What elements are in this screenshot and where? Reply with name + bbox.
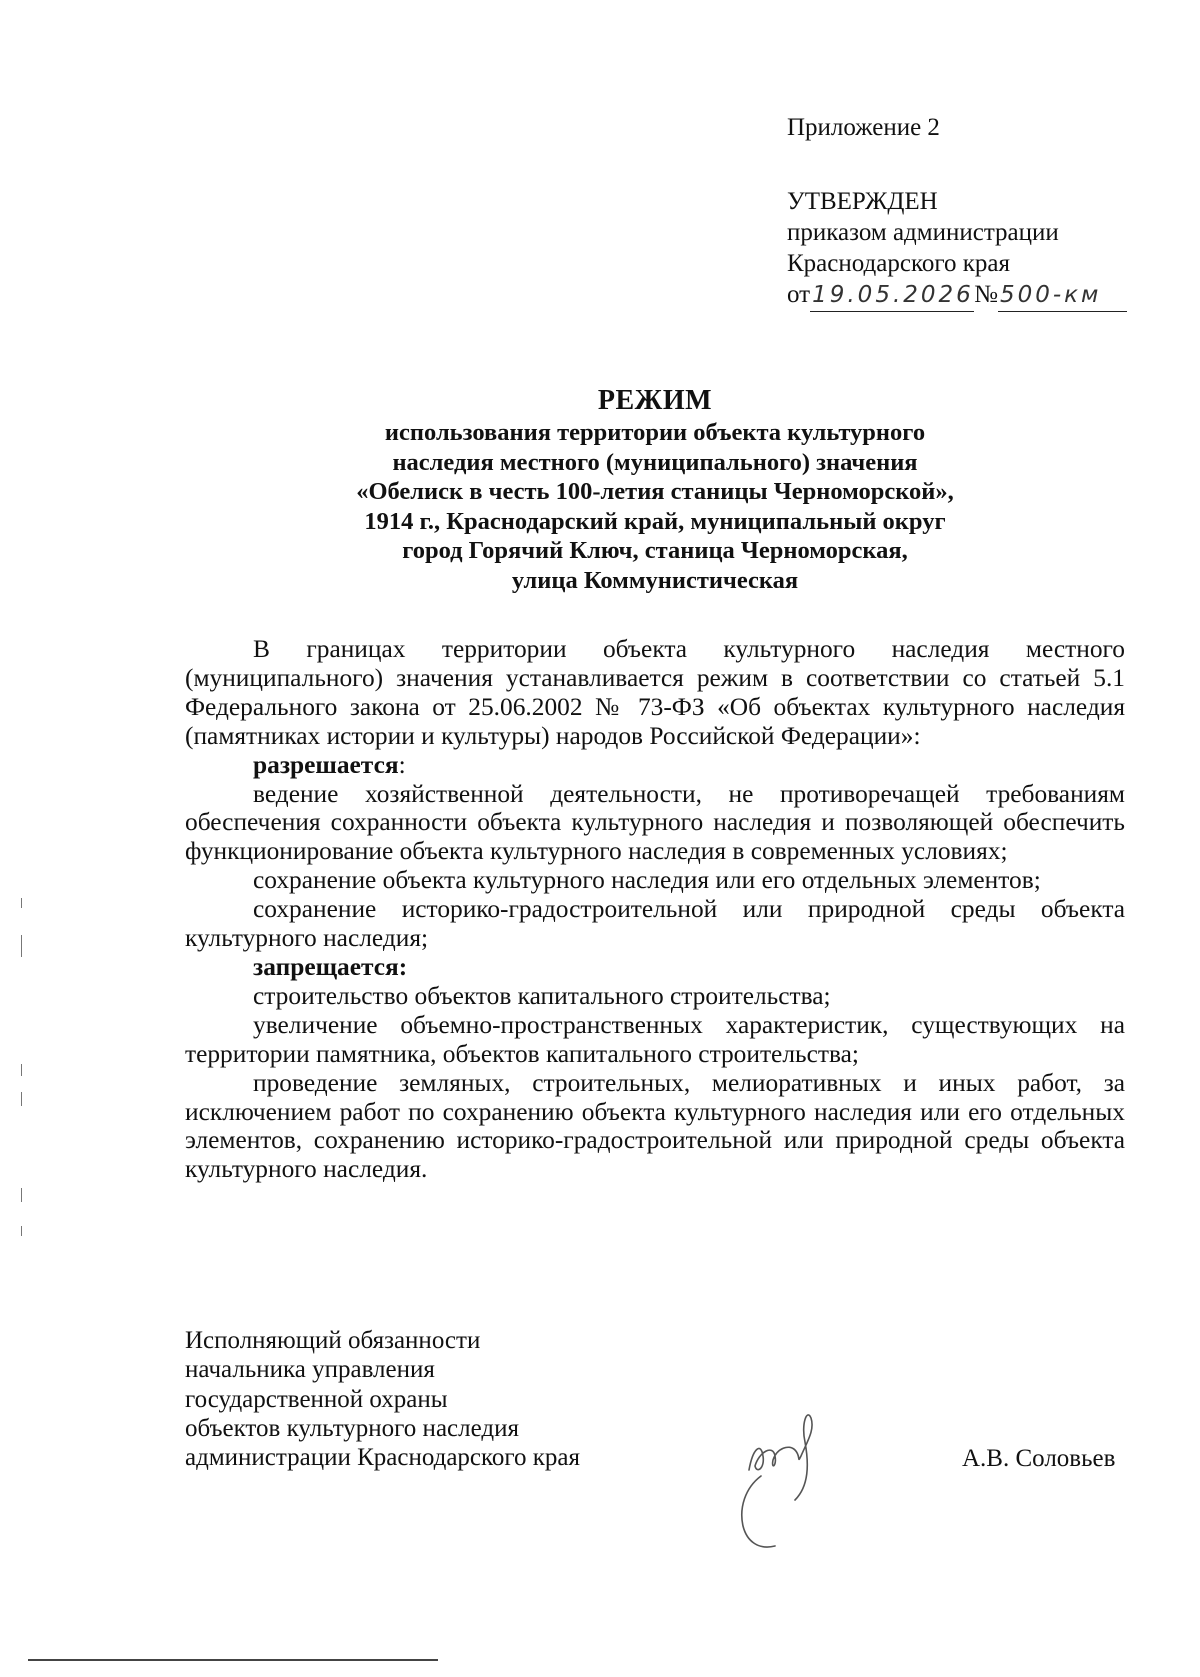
signatory-position-line: начальника управления xyxy=(185,1356,435,1384)
prohibited-label: запрещается: xyxy=(253,952,408,981)
order-number-handwritten: 500-км xyxy=(998,280,1127,312)
prohibited-item: проведение земляных, строительных, мелиоративных и иных работ, за исключением работ по сохранению объекта культурного наследия или его отдельных элементов, сохранению историко-градостроительной или природной среды объекта культурного наследия. xyxy=(185,1068,1125,1184)
margin-mark xyxy=(21,1226,22,1236)
signatory-position xyxy=(185,1326,580,1472)
allowed-item: сохранение объекта культурного наследия или его отдельных элементов; xyxy=(253,866,1041,895)
title-line-3: «Обелиск в честь 100-летия станицы Черноморской», xyxy=(356,478,954,505)
allowed-label: разрешается xyxy=(253,750,399,779)
approved-label: УТВЕРЖДЕН xyxy=(787,188,938,215)
document-title: РЕЖИМ xyxy=(597,385,713,416)
title-line-6: улица Коммунистическая xyxy=(511,566,799,594)
order-number-sign: № xyxy=(974,281,998,308)
title-line-5: город Горячий Ключ, станица Черноморская, xyxy=(402,537,908,564)
margin-mark xyxy=(21,1188,22,1202)
approval-block xyxy=(787,112,1127,312)
appendix-number: Приложение 2 xyxy=(787,114,940,141)
allowed-item: ведение хозяйственной деятельности, не противоречащей требованиям обеспечения сохранности объекта культурного наследия и позволяющей обеспечить функционирование объекта культурного наследия в современных условиях; xyxy=(185,779,1125,866)
prohibited-item: строительство объектов капитального строительства; xyxy=(253,981,831,1010)
scan-edge-line xyxy=(28,1659,438,1661)
order-date-handwritten: 19.05.2026 xyxy=(810,280,974,312)
prohibited-item: увеличение объемно-пространственных характеристик, существующих на территории памятника, объектов капитального строительства; xyxy=(185,1010,1125,1068)
document-body xyxy=(185,635,1125,1184)
signatory-position-line: государственной охраны xyxy=(185,1385,448,1413)
margin-mark xyxy=(21,1092,22,1106)
margin-mark xyxy=(21,898,22,908)
document-title-block xyxy=(185,384,1125,595)
allowed-heading xyxy=(185,751,1125,780)
order-date-number-line xyxy=(787,279,1127,312)
title-line-1: использования территории объекта культурного xyxy=(384,419,926,446)
allowed-colon: : xyxy=(398,750,406,779)
title-line-4: 1914 г., Краснодарский край, муниципальный округ xyxy=(364,507,946,535)
handwritten-signature xyxy=(735,1408,845,1558)
title-line-2: наследия местного (муниципального) значения xyxy=(392,448,918,476)
approved-by-region: Краснодарского края xyxy=(787,250,1010,277)
signatory-name: А.В. Соловьев xyxy=(962,1445,1116,1472)
signatory-position-line: администрации Краснодарского края xyxy=(185,1444,581,1472)
intro-paragraph: В границах территории объекта культурного наследия местного (муниципального) значения устанавливается режим в соответствии со статьей 5.1 Федерального закона от 25.06.2002 № 73-ФЗ «Об объектах культурного наследия (памятниках истории и культуры) народов Российской Федерации»: xyxy=(185,635,1125,750)
margin-mark xyxy=(21,935,22,957)
margin-mark xyxy=(21,1064,22,1076)
approved-by-line: приказом администрации xyxy=(787,219,1059,246)
signatory-position-line: объектов культурного наследия xyxy=(185,1414,519,1442)
allowed-item: сохранение историко-градостроительной или природной среды объекта культурного наследия; xyxy=(185,895,1125,953)
order-from-prefix: от xyxy=(787,281,811,308)
signatory-position-line: Исполняющий обязанности xyxy=(185,1327,481,1354)
